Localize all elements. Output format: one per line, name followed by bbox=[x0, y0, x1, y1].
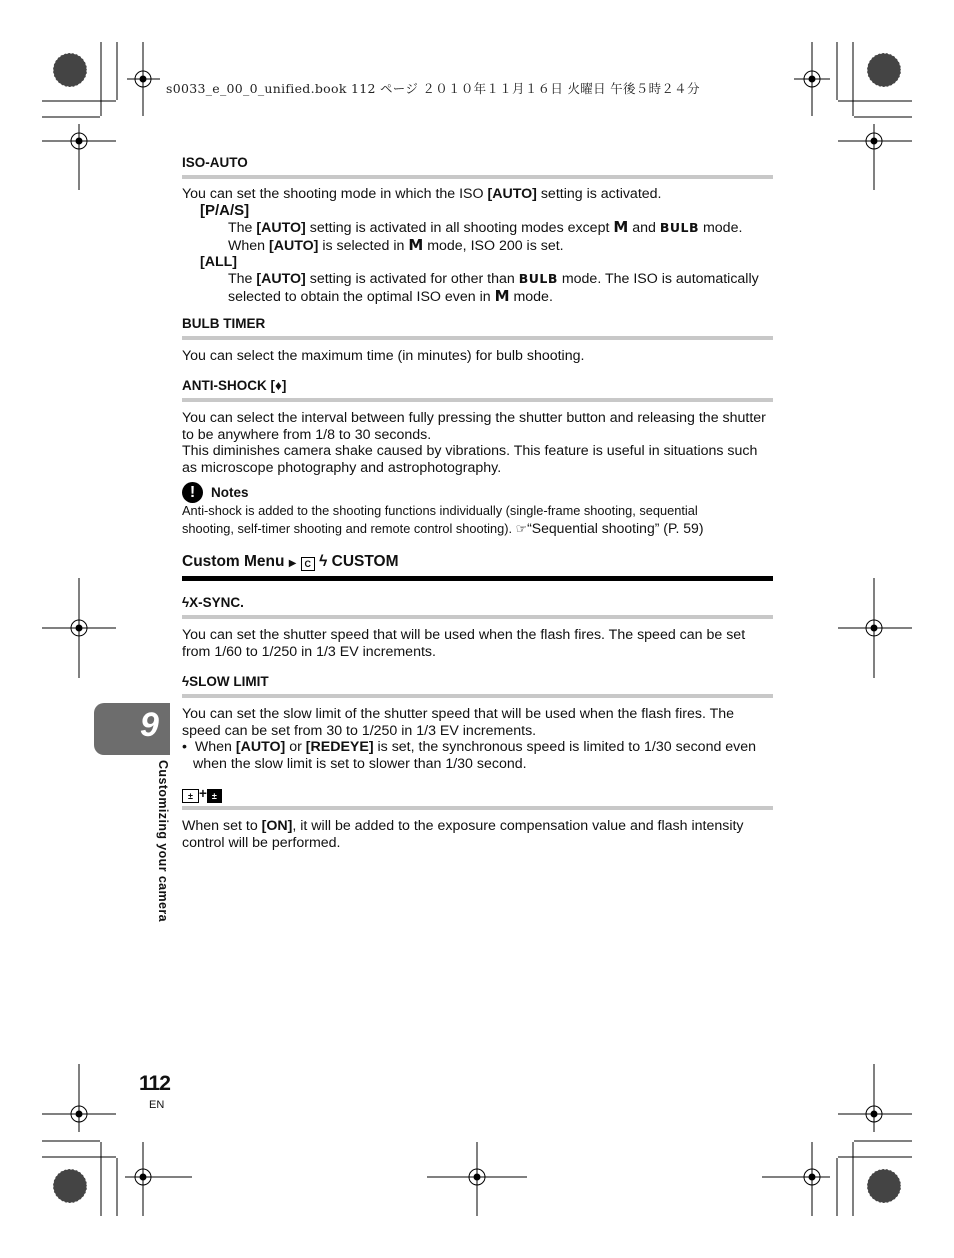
flash-icon: ϟ bbox=[182, 595, 190, 610]
notes-title: Notes bbox=[211, 485, 249, 500]
custom-menu-icon: C bbox=[301, 557, 315, 571]
x-sync-title: ϟX-SYNC. bbox=[182, 595, 244, 610]
anti-shock-body: You can select the interval between fully pressing the shutter button and releasing the shutter to be anywhere from 1/8 to 30 seconds. This diminishes camera shake caused by vibrations. This feature is useful in situations such as microscope photography and astrophotography. bbox=[182, 410, 766, 476]
section-rule bbox=[182, 615, 773, 619]
x-sync-body: You can set the shutter speed that will be used when the flash fires. The speed can be set from 1/60 to 1/250 in 1/3 EV increments. bbox=[182, 627, 746, 660]
section-rule bbox=[182, 806, 773, 810]
mode-m-icon: M bbox=[613, 218, 629, 237]
arrow-right-icon: ▶ bbox=[288, 558, 297, 569]
notes-body: Anti-shock is added to the shooting functions individually (single-frame shooting, sequential shooting, self-timer shooting and remote control shooting). ☞“Sequential shooting” (P. 59) bbox=[182, 503, 704, 536]
language-code: EN bbox=[149, 1099, 165, 1111]
section-rule bbox=[182, 694, 773, 698]
all-label: [ALL] bbox=[200, 254, 238, 271]
bulb-timer-title: BULB TIMER bbox=[182, 316, 266, 331]
exposure-comp-icon: ± bbox=[207, 789, 222, 803]
section-rule bbox=[182, 398, 773, 402]
mode-bulb-icon: BULB bbox=[659, 220, 700, 236]
pas-label: [P/A/S] bbox=[200, 201, 250, 219]
custom-menu-heading: Custom Menu ▶ C ϟ CUSTOM bbox=[182, 553, 399, 570]
chapter-title: Customizing your camera bbox=[156, 760, 170, 923]
iso-auto-title: ISO-AUTO bbox=[182, 155, 248, 170]
section-rule bbox=[182, 175, 773, 179]
mode-bulb-icon: BULB bbox=[518, 270, 558, 286]
section-rule-heavy bbox=[182, 576, 773, 581]
section-rule bbox=[182, 336, 773, 340]
mode-m-icon: M bbox=[408, 235, 424, 254]
flash-exposure-comp-title: ± + ± bbox=[182, 786, 222, 803]
flash-comp-icon: ± bbox=[182, 789, 199, 803]
comp-body: When set to [ON], it will be added to the exposure compensation value and flash intensity control will be performed. bbox=[182, 818, 744, 851]
iso-auto-body: You can set the shooting mode in which the ISO [AUTO] setting is activated. [P/A/S] The [AUTO] setting is activated in all shooting modes except M and BULB mode. When [AUTO] is selected in M mode, ISO 200 is set. [ALL] The [AUTO] setting is activated for other than BULB mode. The ISO is automatically selected to obtain the optimal ISO even in M mode. bbox=[182, 186, 782, 305]
mode-m-icon: M bbox=[494, 286, 510, 305]
reference-icon: ☞ bbox=[515, 520, 528, 536]
print-header-line: s0033_e_00_0_unified.book 112 ページ ２０１０年１１月１６日 火曜日 午後５時２４分 bbox=[166, 81, 700, 96]
slow-limit-title: ϟSLOW LIMIT bbox=[182, 674, 269, 689]
bulb-timer-text: You can select the maximum time (in minutes) for bulb shooting. bbox=[182, 348, 585, 364]
flash-icon: ϟ bbox=[182, 674, 190, 689]
anti-shock-title: ANTI-SHOCK [♦] bbox=[182, 378, 287, 393]
caution-icon: ! bbox=[182, 482, 203, 503]
chapter-number: 9 bbox=[140, 706, 159, 744]
slow-limit-body: You can set the slow limit of the shutter speed that will be used when the flash fires. The speed can be set from 30 to 1/250 in 1/3 EV increments. • When [AUTO] or [REDEYE] is set, the synchronous speed is limited to 1/30 second even when the slow limit is set to slower than 1/30 second. bbox=[182, 706, 757, 772]
page-number: 112 bbox=[139, 1072, 170, 1095]
flash-icon: ϟ bbox=[319, 553, 328, 570]
